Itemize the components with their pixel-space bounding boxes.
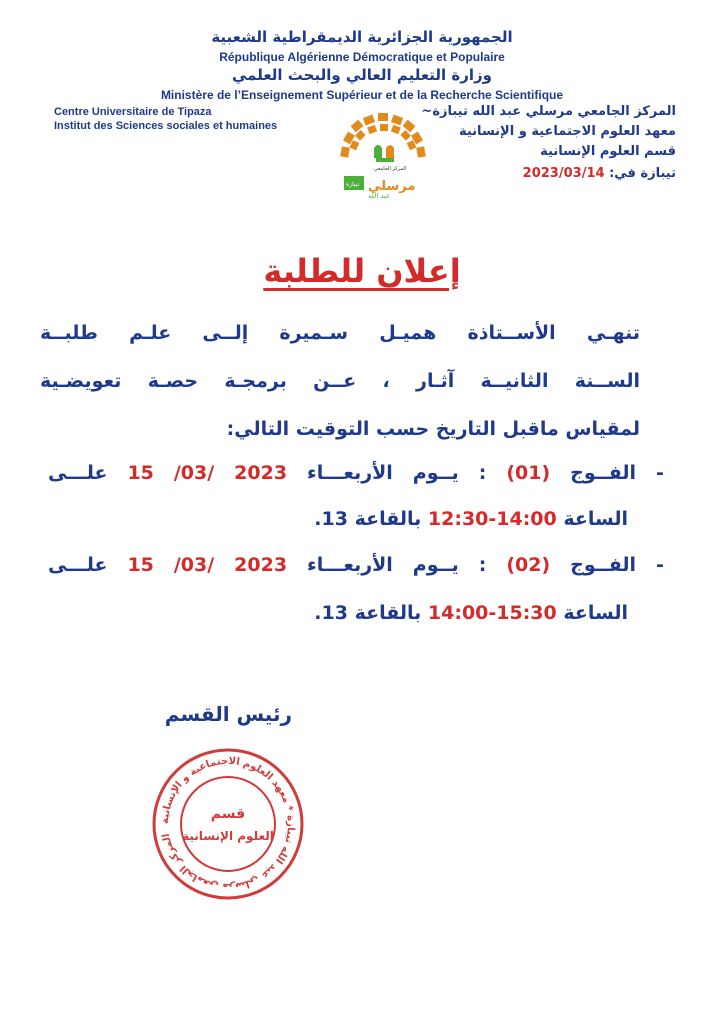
svg-text:العلوم الإنسانية: العلوم الإنسانية <box>182 829 274 843</box>
date-label: تيبازة في: <box>609 166 676 181</box>
body-line-2: الســنة الثانيــة آثـار ، عــن برمجـة حصـة تعويضـية <box>40 370 640 392</box>
group-2-prefix: - الفــوج <box>570 554 664 576</box>
group-2-day: يــوم الأربعـــاء <box>307 554 459 576</box>
signature-label: رئيس القسم <box>164 702 292 726</box>
announcement-title: إعلان للطلبة <box>263 252 461 290</box>
group-2-number: (02) <box>506 554 551 576</box>
body-line-1: تنهـي الأســتاذة هميـل سـميرة إلــى علـم طلبــة <box>40 322 640 344</box>
svg-text:قسم: قسم <box>210 806 246 822</box>
group-2-date: 15 /03/ 2023 <box>127 554 288 576</box>
header-republic-fr: République Algérienne Démocratique et Populaire <box>219 50 505 64</box>
group-1-number: (01) <box>506 462 551 484</box>
center-fr: Centre Universitaire de Tipaza <box>54 106 212 118</box>
group-1-date: 15 /03/ 2023 <box>127 462 288 484</box>
svg-text:المركز الجامعي مرسلي عبد الله: المركز الجامعي مرسلي عبد الله تيبازة * معهد العلوم الاجتماعية و الإنسانية <box>159 755 297 893</box>
group-1-room: بالقاعة 13. <box>314 508 422 530</box>
body-line-3: لمقياس ماقبل التاريخ حسب التوقيت التالي: <box>226 418 640 440</box>
svg-text:عبد الله: عبد الله <box>368 192 391 200</box>
group-2-time-line <box>68 602 628 624</box>
date-value: 2023/03/14 <box>522 166 605 181</box>
group-1-time-label: الساعة <box>563 508 628 530</box>
header-republic-ar: الجمهورية الجزائرية الديمقراطية الشعبية <box>211 28 513 46</box>
group-1-on: علـــى <box>48 462 108 484</box>
group-2-line <box>48 554 664 576</box>
svg-text:المركز الجامعي: المركز الجامعي <box>374 166 407 172</box>
header-ministry-fr: Ministère de l’Enseignement Supérieur et de la Recherche Scientifique <box>160 88 564 102</box>
group-2-on: علـــى <box>48 554 108 576</box>
department-ar: قسم العلوم الإنسانية <box>540 144 676 159</box>
group-1-prefix: - الفــوج <box>570 462 664 484</box>
group-1-day: يــوم الأربعـــاء <box>307 462 459 484</box>
group-1-time: 12:30-14:00 <box>427 508 557 530</box>
center-ar: المركز الجامعي مرسلي عبد الله تيبازة~ <box>421 104 676 119</box>
group-1-sep: : <box>478 462 487 484</box>
group-2-room: بالقاعة 13. <box>314 602 422 624</box>
university-logo <box>336 110 432 200</box>
group-1-time-line <box>68 508 628 530</box>
group-2-sep: : <box>478 554 487 576</box>
header-ministry-ar: وزارة التعليم العالي والبحث العلمي <box>231 66 493 84</box>
svg-text:تيبازة: تيبازة <box>346 181 360 188</box>
department-stamp <box>148 744 308 904</box>
svg-text:مرسلي: مرسلي <box>368 179 416 194</box>
group-2-time-label: الساعة <box>563 602 628 624</box>
institute-ar: معهد العلوم الاجتماعية و الإنسانية <box>458 124 676 139</box>
group-1-line <box>48 462 664 484</box>
group-2-time: 14:00-15:30 <box>427 602 557 624</box>
institute-fr: Institut des Sciences sociales et humaines <box>54 120 278 132</box>
